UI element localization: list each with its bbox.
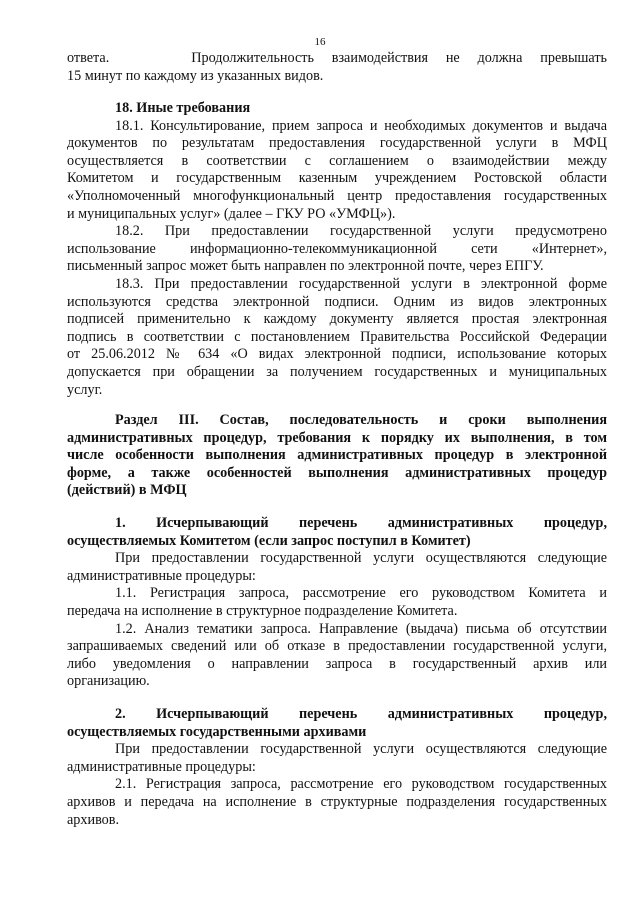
text-line: подпись в соответствии с постановлением Правительства Российской Федерации bbox=[67, 328, 607, 345]
paragraph-18-3 bbox=[67, 276, 607, 399]
text-line: 18.1. Консультирование, прием запроса и необходимых документов и выдача bbox=[115, 117, 607, 134]
item-heading: осуществляемых Комитетом (если запрос поступил в Комитет) bbox=[67, 532, 471, 549]
text-line: административных процедур, требования к порядку их выполнения, в том bbox=[67, 429, 607, 446]
text-line: используются средства электронной подписи. Одним из видов электронных bbox=[67, 293, 607, 310]
text-line: 2.1. Регистрация запроса, рассмотрение его руководством государственных bbox=[115, 776, 607, 793]
item-2 bbox=[67, 706, 607, 829]
text-line: письменный запрос может быть направлен по электронной почте, через ЕПГУ. bbox=[67, 258, 544, 275]
text-line: форме, а также особенностей выполнения административных процедур bbox=[67, 464, 607, 481]
section-heading: 18. Иные требования bbox=[115, 100, 251, 116]
text-line: осуществляется в соответствии с соглашением о взаимодействии между bbox=[67, 152, 607, 169]
page-number: 16 bbox=[314, 36, 326, 48]
text-line: (действий) в МФЦ bbox=[67, 482, 187, 499]
item-heading: 2. Исчерпывающий перечень административных процедур, bbox=[115, 706, 607, 722]
text-line: и муниципальных услуг» (далее – ГКУ РО «УМФЦ»). bbox=[67, 205, 396, 222]
text-line bbox=[67, 50, 607, 68]
text-line: организацию. bbox=[67, 673, 150, 690]
text-line: Комитетом и государственным казенным учреждением Ростовской области bbox=[67, 170, 607, 187]
paragraph-18-1 bbox=[67, 118, 607, 224]
continuation-text bbox=[67, 50, 607, 85]
text-line: от 25.06.2012 № 634 «О видах электронной подписи, использование которых bbox=[67, 346, 607, 363]
text-line: 1.2. Анализ тематики запроса. Направление (выдача) письма об отсутствии bbox=[115, 620, 607, 637]
text-line: либо уведомления о направлении запроса в государственный архив или bbox=[67, 655, 607, 672]
text-line: административные процедуры: bbox=[67, 567, 256, 584]
text-line: 1.1. Регистрация запроса, рассмотрение его руководством Комитета и bbox=[115, 585, 607, 602]
text-line: 15 минут по каждому из указанных видов. bbox=[67, 67, 324, 84]
text-fragment: Продолжительность взаимодействия не должна превышать bbox=[191, 50, 607, 66]
text-line: архивов. bbox=[67, 811, 120, 828]
item-heading: осуществляемых государственными архивами bbox=[67, 723, 367, 740]
text-line: 18.3. При предоставлении государственной услуги в электронной форме bbox=[115, 275, 607, 292]
text-line: запрашиваемых сведений или об отказе в предоставлении государственной услуги, bbox=[67, 638, 607, 655]
item-heading: 1. Исчерпывающий перечень административных процедур, bbox=[115, 515, 607, 531]
section-3-heading bbox=[67, 412, 607, 500]
item-1 bbox=[67, 515, 607, 691]
paragraph-18-2 bbox=[67, 223, 607, 276]
text-line: подписей применительно к каждому документу является простая электронная bbox=[67, 311, 607, 328]
text-line: допускается при обращении за получением государственных и муниципальных bbox=[67, 363, 607, 380]
text-line: архивов и передача на исполнение в структурные подразделения государственных bbox=[67, 793, 607, 810]
text-line: услуг. bbox=[67, 381, 103, 398]
text-line: 18.2. При предоставлении государственной услуги предусмотрено bbox=[115, 223, 607, 240]
text-line: Раздел III. Состав, последовательность и сроки выполнения bbox=[115, 412, 607, 428]
text-line: числе особенности выполнения административных процедур в электронной bbox=[67, 447, 607, 464]
text-fragment: ответа. bbox=[67, 50, 110, 66]
text-line: передача на исполнение в структурное подразделение Комитета. bbox=[67, 602, 458, 619]
text-line: административные процедуры: bbox=[67, 758, 256, 775]
text-line: документов по результатам предоставления государственной услуги в МФЦ bbox=[67, 135, 607, 152]
section-18 bbox=[67, 100, 607, 399]
text-line: При предоставлении государственной услуги осуществляются следующие bbox=[115, 741, 607, 758]
text-line: При предоставлении государственной услуги осуществляются следующие bbox=[115, 550, 607, 567]
text-line: «Уполномоченный многофункциональный центр предоставления государственных bbox=[67, 187, 607, 204]
text-line: использование информационно-телекоммуникационной сети «Интернет», bbox=[67, 240, 607, 257]
